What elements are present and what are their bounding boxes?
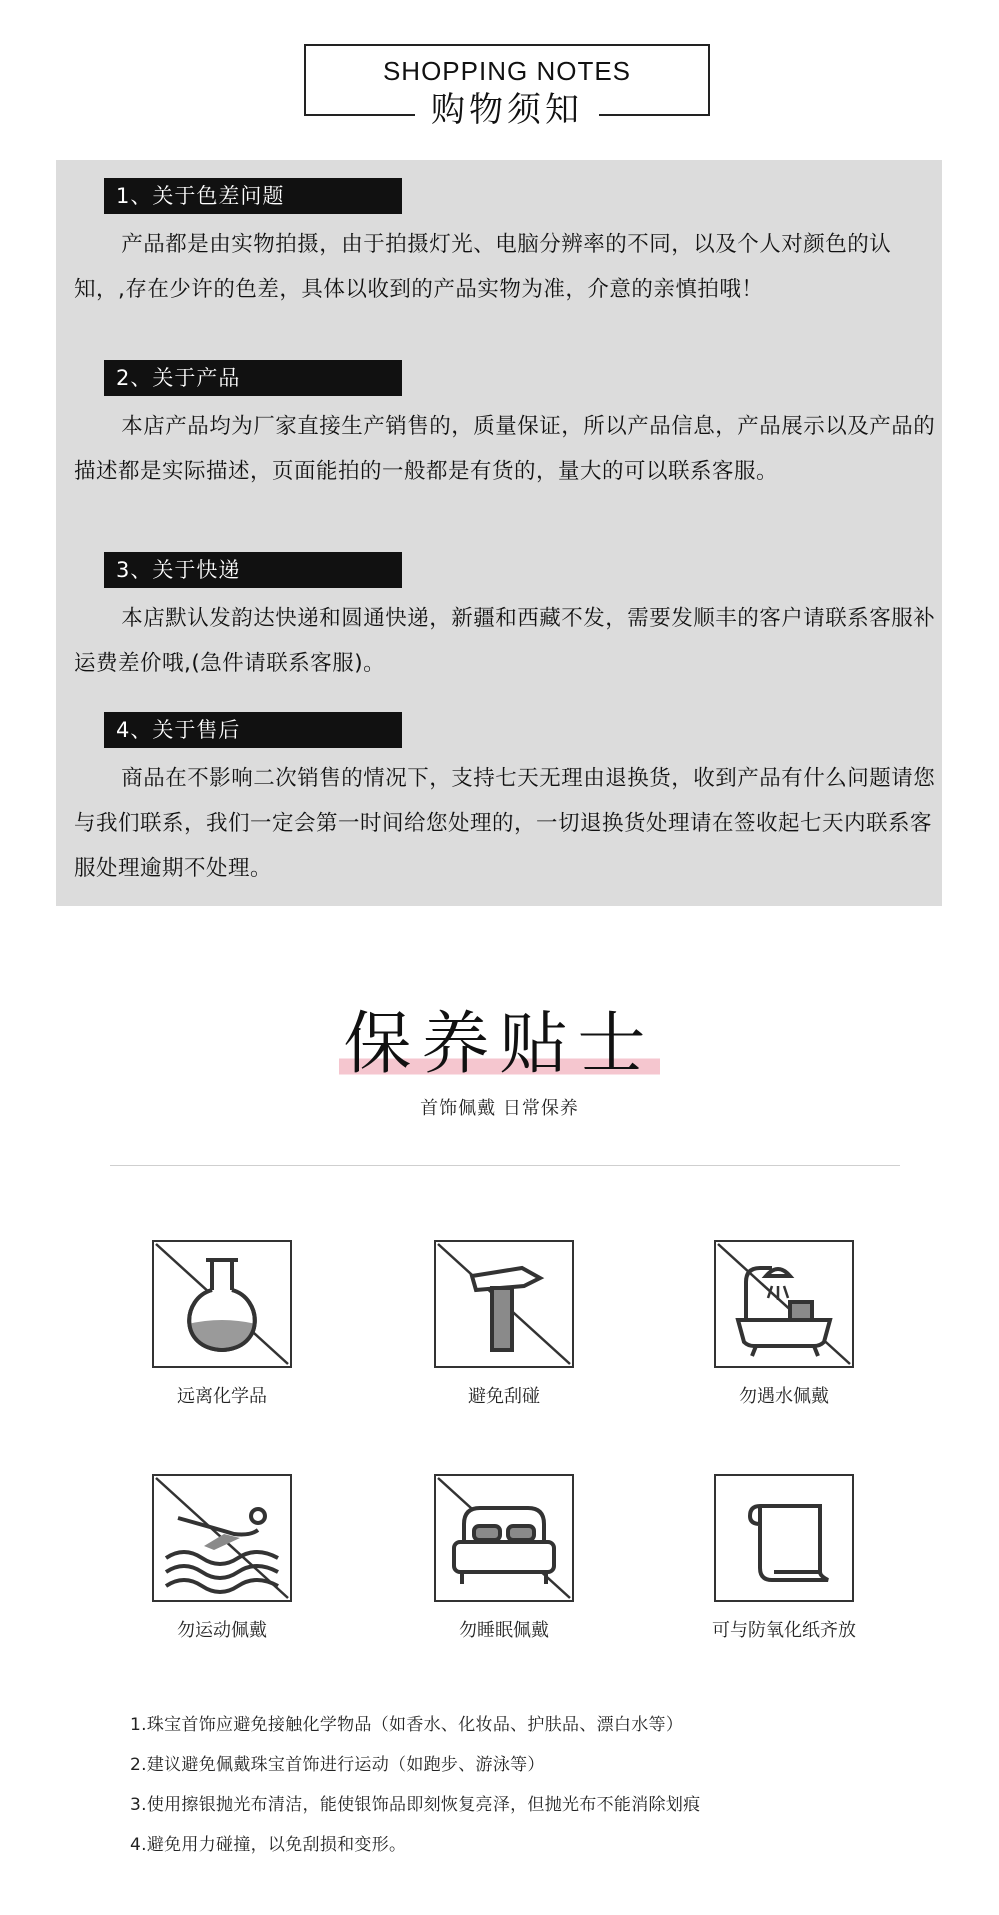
header-title-zh: 购物须知 bbox=[415, 90, 599, 130]
bathtub-icon bbox=[714, 1240, 854, 1368]
note-body-delivery: 本店默认发韵达快递和圆通快递，新疆和西藏不发，需要发顺丰的客户请联系客服补运费差价哦,(急件请联系客服)。 bbox=[74, 606, 936, 676]
care-tip-1: 1.珠宝首饰应避免接触化学物品（如香水、化妆品、护肤品、漂白水等） bbox=[130, 1715, 684, 1735]
hammer-icon bbox=[434, 1240, 574, 1368]
note-title-after-sales: 4、关于售后 bbox=[104, 712, 402, 748]
icon-label-no-water: 勿遇水佩戴 bbox=[739, 1386, 829, 1407]
care-tip-2: 2.建议避免佩戴珠宝首饰进行运动（如跑步、游泳等） bbox=[130, 1755, 545, 1775]
icon-label-no-sleep: 勿睡眠佩戴 bbox=[459, 1620, 549, 1641]
care-tip-4: 4.避免用力碰撞，以免刮损和变形。 bbox=[130, 1835, 407, 1855]
note-body-after-sales: 商品在不影响二次销售的情况下，支持七天无理由退换货，收到产品有什么问题请您与我们联系，我们一定会第一时间给您处理的，一切退换货处理请在签收起七天内联系客服处理逾期不处理。 bbox=[74, 766, 936, 881]
icon-label-chemicals: 远离化学品 bbox=[177, 1386, 267, 1407]
care-tips-subtitle: 首饰佩戴 日常保养 bbox=[420, 1098, 579, 1119]
icon-label-anti-oxidation-paper: 可与防氧化纸齐放 bbox=[712, 1620, 856, 1641]
icon-label-avoid-scratch: 避免刮碰 bbox=[468, 1386, 540, 1407]
note-title-product: 2、关于产品 bbox=[104, 360, 402, 396]
care-tips-title bbox=[0, 990, 999, 1087]
swimming-icon bbox=[152, 1474, 292, 1602]
note-body-color-difference: 产品都是由实物拍摄，由于拍摄灯光、电脑分辨率的不同，以及个人对颜色的认知，,存在少许的色差，具体以收到的产品实物为准，介意的亲慎拍哦！ bbox=[74, 232, 892, 302]
icon-label-no-sports: 勿运动佩戴 bbox=[177, 1620, 267, 1641]
header-title-en: SHOPPING NOTES bbox=[382, 56, 632, 86]
care-tips-title-text: 保养贴士 bbox=[339, 1005, 659, 1084]
note-title-delivery: 3、关于快递 bbox=[104, 552, 402, 588]
bed-icon bbox=[434, 1474, 574, 1602]
shopping-notes-header bbox=[304, 44, 710, 130]
shopping-notes-panel bbox=[56, 160, 942, 906]
note-body-product: 本店产品均为厂家直接生产销售的，质量保证，所以产品信息，产品展示以及产品的描述都是实际描述，页面能拍的一般都是有货的，量大的可以联系客服。 bbox=[74, 414, 936, 484]
divider bbox=[110, 1165, 900, 1166]
care-tip-3: 3.使用擦银抛光布清洁，能使银饰品即刻恢复亮泽，但抛光布不能消除划痕 bbox=[130, 1795, 701, 1815]
note-title-color-difference: 1、关于色差问题 bbox=[104, 178, 402, 214]
paper-scroll-icon bbox=[714, 1474, 854, 1602]
flask-icon bbox=[152, 1240, 292, 1368]
